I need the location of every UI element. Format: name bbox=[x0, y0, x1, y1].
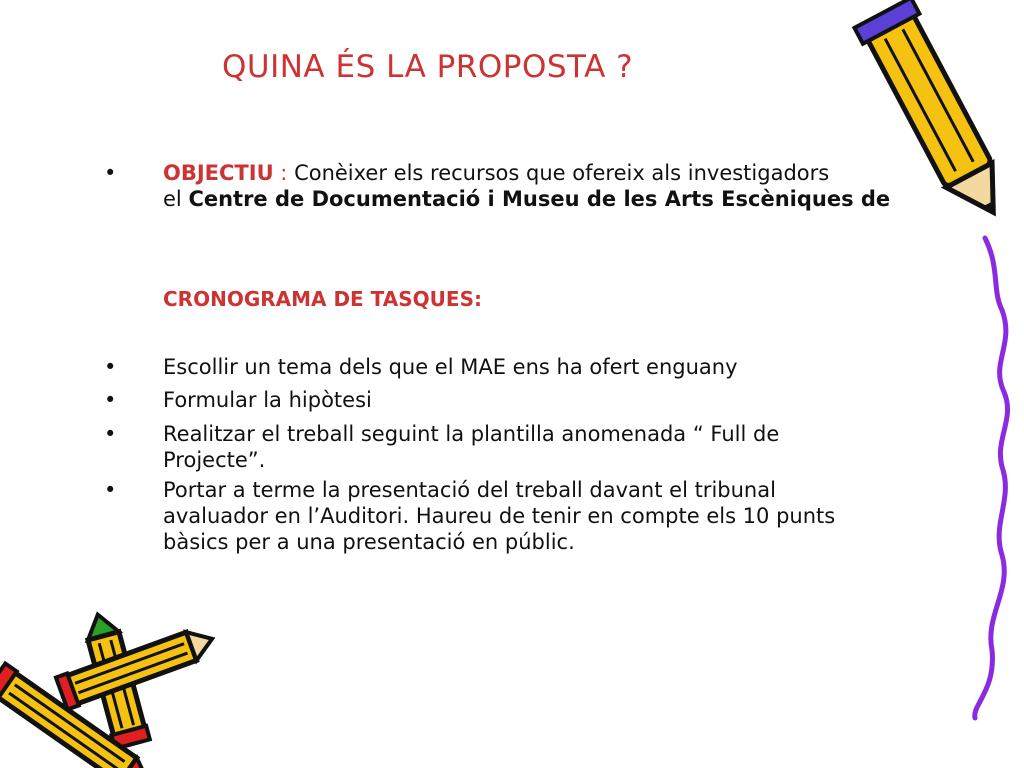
task-line: Formular la hipòtesi bbox=[163, 388, 372, 412]
objective-separator: : bbox=[273, 161, 295, 185]
bullet: • bbox=[104, 478, 117, 502]
objective-line-1 bbox=[163, 160, 943, 186]
objective-label: OBJECTIU bbox=[163, 161, 274, 185]
bullet: • bbox=[104, 388, 117, 412]
task-line: Escollir un tema dels que el MAE ens ha ofert enguany bbox=[163, 355, 738, 379]
task-text bbox=[163, 477, 893, 555]
task-text bbox=[163, 354, 893, 380]
slide-title: QUINA ÉS LA PROPOSTA ? bbox=[222, 49, 634, 85]
bullet: • bbox=[104, 355, 117, 379]
bullet: • bbox=[104, 422, 117, 446]
task-line: avaluador en l’Auditori. Haureu de tenir en compte els 10 punts bbox=[163, 504, 836, 528]
task-line: Projecte”. bbox=[163, 448, 266, 472]
schedule-heading: CRONOGRAMA DE TASQUES: bbox=[163, 287, 482, 311]
objective-line-2 bbox=[163, 186, 943, 212]
task-line: Portar a terme la presentació del treball davant el tribunal bbox=[163, 478, 776, 502]
task-text bbox=[163, 387, 893, 413]
objective-text bbox=[163, 160, 943, 212]
task-text bbox=[163, 421, 893, 473]
objective-institution: Centre de Documentació i Museu de les Arts Escèniques de bbox=[188, 187, 891, 211]
objective-description: Conèixer els recursos que ofereix als investigadors bbox=[294, 161, 830, 185]
task-line: Realitzar el treball seguint la plantilla anomenada “ Full de bbox=[163, 422, 780, 446]
bullet: • bbox=[104, 161, 117, 185]
objective-prefix: el bbox=[163, 187, 189, 211]
task-line: bàsics per a una presentació en públic. bbox=[163, 530, 575, 554]
